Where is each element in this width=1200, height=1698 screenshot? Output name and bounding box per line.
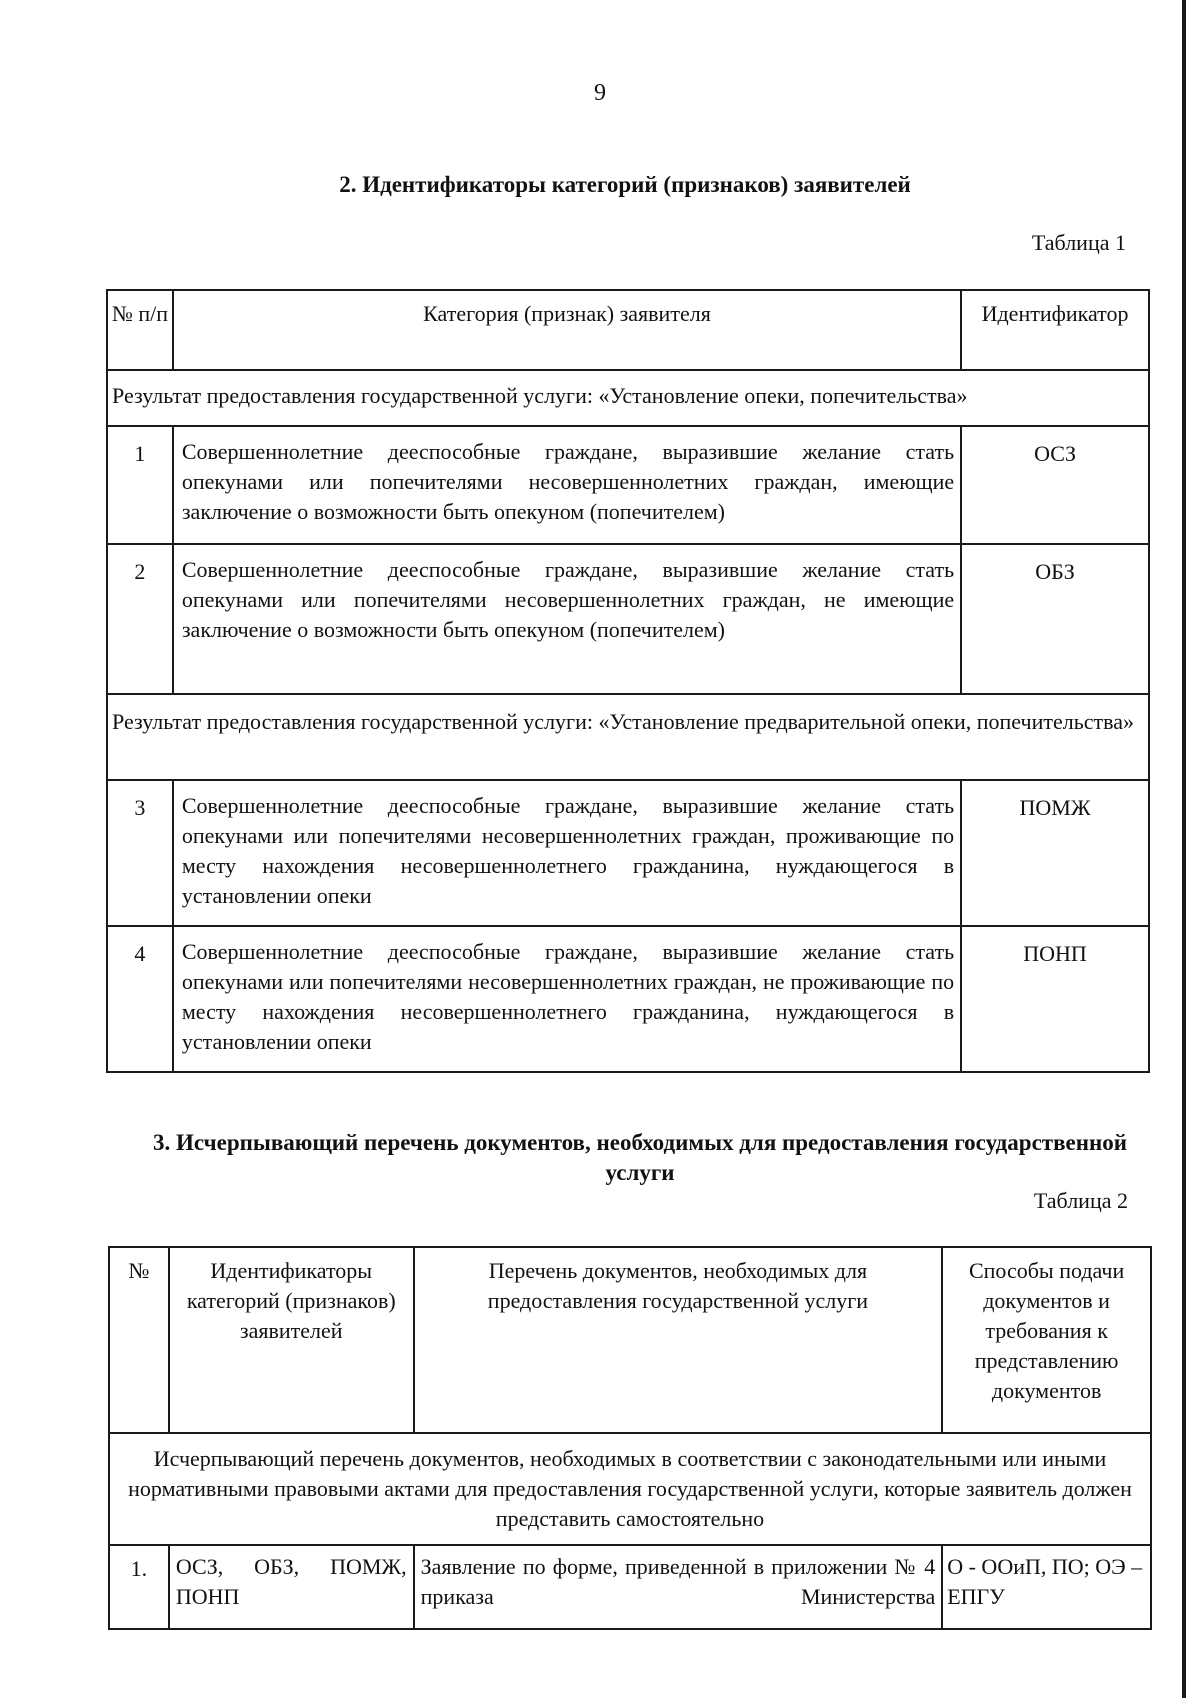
section-2-title: 2. Идентификаторы категорий (признаков) заявителей xyxy=(339,172,911,197)
row-identifier: ПОМЖ xyxy=(961,780,1149,926)
row-document: Заявление по форме, приведенной в приложении № 4 приказа Министерства xyxy=(414,1545,943,1629)
table-1-label: Таблица 1 xyxy=(1031,230,1126,255)
header-methods: Способы подачи документов и требования к представлению документов xyxy=(942,1247,1151,1433)
group-heading-required-documents: Исчерпывающий перечень документов, необходимых в соответствии с законодательными или иными нормативными правовыми актами для предоставления государственной услуги, которые заявитель должен представить самостоятельно xyxy=(109,1433,1151,1545)
table-row xyxy=(107,780,1149,926)
page-edge-line xyxy=(1182,0,1186,1698)
table-row xyxy=(107,426,1149,544)
table-1-group-row xyxy=(107,694,1149,780)
table-row xyxy=(109,1545,1151,1629)
header-identifiers: Идентификаторы категорий (признаков) заявителей xyxy=(169,1247,414,1433)
table-1-header-row xyxy=(107,290,1149,370)
header-documents: Перечень документов, необходимых для предоставления государственной услуги xyxy=(414,1247,943,1433)
group-heading-guardianship: Результат предоставления государственной услуги: «Установление опеки, попечительства» xyxy=(107,370,1149,426)
row-identifiers: ОСЗ, ОБЗ, ПОМЖ, ПОНП xyxy=(169,1545,414,1629)
table-row xyxy=(107,926,1149,1072)
header-category: Категория (признак) заявителя xyxy=(173,290,961,370)
row-identifier: ОБЗ xyxy=(961,544,1149,694)
row-category: Совершеннолетние дееспособные граждане, выразившие желание стать опекунами или попечителями несовершеннолетних граждан, не имеющие заключение о возможности быть опекуном (попечителем) xyxy=(173,544,961,694)
table-2-label: Таблица 2 xyxy=(1033,1188,1128,1213)
group-heading-preliminary-guardianship: Результат предоставления государственной услуги: «Установление предварительной опеки, попечительства» xyxy=(107,694,1149,780)
table-2-document-list xyxy=(108,1246,1152,1630)
row-category: Совершеннолетние дееспособные граждане, выразившие желание стать опекунами или попечителями несовершеннолетних граждан, проживающие по месту нахождения несовершеннолетнего гражданина, нуждающегося в установлении опеки xyxy=(173,780,961,926)
header-num: № xyxy=(109,1247,169,1433)
table-row xyxy=(107,544,1149,694)
row-category: Совершеннолетние дееспособные граждане, выразившие желание стать опекунами или попечителями несовершеннолетних граждан, не проживающие по месту нахождения несовершеннолетнего гражданина, нуждающегося в установлении опеки xyxy=(173,926,961,1072)
header-num: № п/п xyxy=(107,290,173,370)
section-3-title: 3. Исчерпывающий перечень документов, необходимых для предоставления государственной услуги xyxy=(153,1130,1127,1185)
page-number: 9 xyxy=(594,80,606,106)
row-num: 3 xyxy=(107,780,173,926)
row-num: 4 xyxy=(107,926,173,1072)
row-identifier: ПОНП xyxy=(961,926,1149,1072)
table-2-group-row xyxy=(109,1433,1151,1545)
row-num: 2 xyxy=(107,544,173,694)
row-num: 1 xyxy=(107,426,173,544)
row-num: 1. xyxy=(109,1545,169,1629)
row-category: Совершеннолетние дееспособные граждане, выразившие желание стать опекунами или попечителями несовершеннолетних граждан, имеющие заключение о возможности быть опекуном (попечителем) xyxy=(173,426,961,544)
table-2-header-row xyxy=(109,1247,1151,1433)
header-identifier: Идентификатор xyxy=(961,290,1149,370)
row-methods: О - ООиП, ПО; ОЭ – ЕПГУ xyxy=(942,1545,1151,1629)
table-1-applicant-categories xyxy=(106,289,1150,1073)
row-identifier: ОСЗ xyxy=(961,426,1149,544)
table-1-group-row xyxy=(107,370,1149,426)
